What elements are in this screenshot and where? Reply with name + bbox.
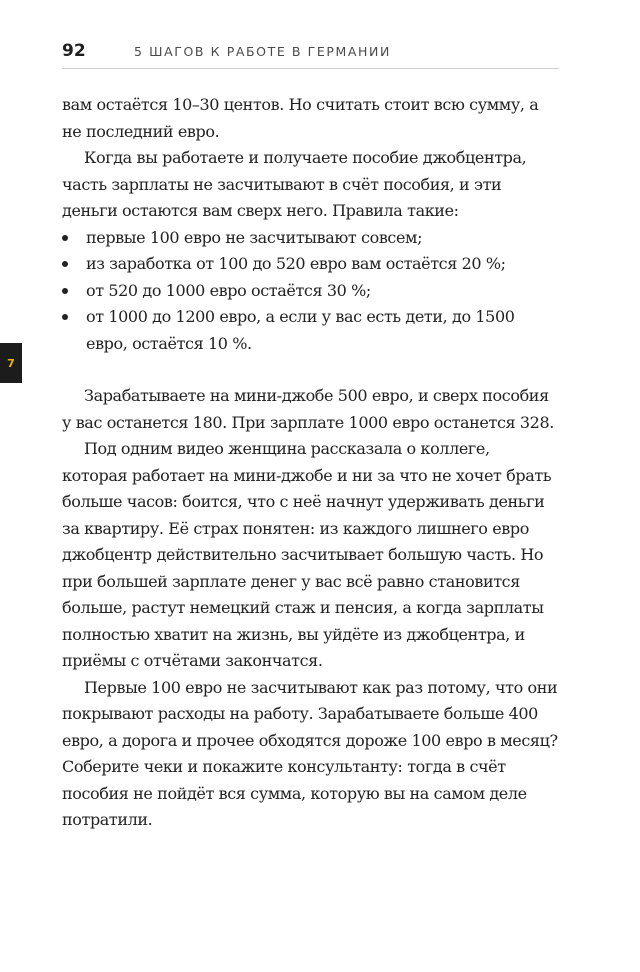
list-item — [62, 251, 559, 278]
bullet-icon — [62, 235, 68, 241]
bullet-icon — [62, 288, 68, 294]
paragraph-2: Когда вы работаете и получаете пособие джобцентра, часть зарплаты не засчитывают в счёт пособия, и эти деньги остаются вам сверх него. Правила такие: — [62, 148, 527, 220]
bullet-icon — [62, 314, 68, 320]
list-item-text: от 520 до 1000 евро остаётся 30 %; — [86, 280, 371, 300]
running-title: 5 ШАГОВ К РАБОТЕ В ГЕРМАНИИ — [134, 44, 391, 59]
chapter-tab: 7 — [0, 343, 22, 383]
paragraph-1: вам остаётся 10–30 центов. Но считать стоит всю сумму, а не последний евро. — [62, 95, 539, 141]
page-number: 92 — [62, 41, 86, 61]
list-item-text: из заработка от 100 до 520 евро вам остаётся 20 %; — [86, 254, 506, 273]
list-item-text: от 1000 до 1200 евро, а если у вас есть дети, до 1500 евро, остаётся 10 %. — [86, 307, 515, 353]
list-item — [62, 304, 559, 357]
paragraph-5: Первые 100 евро не засчитывают как раз потому, что они покрывают расходы на работу. Зарабатываете больше 400 евро, а дорога и прочее обходятся дороже 100 евро в месяц? Соберите чеки и покажите консультанту: тогда в счёт пособия не пойдёт вся сумма, которую вы на самом деле потратили. — [62, 677, 558, 829]
rules-list — [62, 225, 559, 358]
paragraph-4: Под одним видео женщина рассказала о коллеге, которая работает на мини-джобе и ни за что не хочет брать больше часов: боится, что с неё начнут удерживать деньги за квартиру. Её страх понятен: из каждого лишнего евро джобцентр действительно засчитывает большую часть. Но при большей зарплате денег у вас всё равно становится больше, растут немецкий стаж и пенсия, а когда зарплаты полностью хватит на жизнь, вы уйдёте из джобцентра, и приёмы с отчётами закончатся. — [62, 439, 552, 670]
bullet-icon — [62, 261, 68, 267]
paragraph-3: Зарабатываете на мини-джобе 500 евро, и сверх пособия у вас останется 180. При зарплате 1000 евро останется 328. — [62, 386, 554, 432]
page-body — [62, 92, 559, 834]
list-item-text: первые 100 евро не засчитывают совсем; — [86, 227, 423, 247]
list-item — [62, 278, 559, 305]
page-header — [62, 38, 559, 69]
list-item — [62, 225, 559, 252]
